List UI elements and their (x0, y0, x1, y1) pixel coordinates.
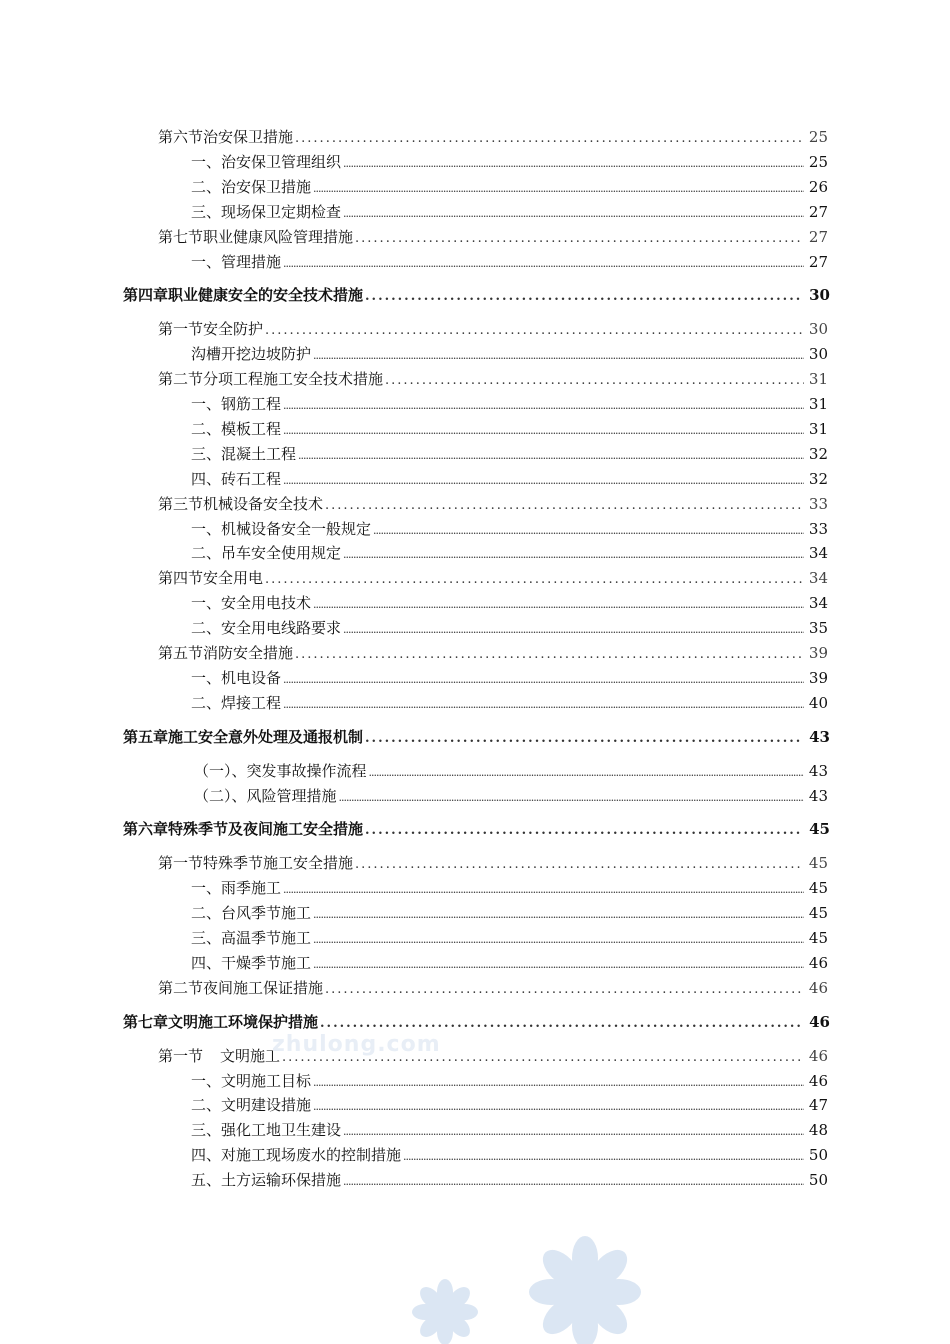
toc-page-number: 27 (808, 202, 828, 221)
toc-item-row[interactable] (191, 953, 828, 975)
toc-page-number: 32 (808, 469, 828, 488)
watermark-text: zhulong.com (272, 1032, 441, 1057)
toc-title: 安全用电 (203, 569, 264, 588)
toc-page-number: 45 (809, 820, 830, 839)
toc-number: 第六节 (158, 128, 204, 146)
toc-page-number: 46 (808, 978, 828, 997)
toc-title: 四、干燥季节施工 (191, 953, 312, 972)
toc-page-number: 47 (808, 1096, 828, 1115)
dot-leader (339, 788, 804, 808)
toc-title: 二、文明建设措施 (191, 1096, 312, 1115)
snowflake-logo-large (525, 1234, 645, 1344)
toc-title: 三、高温季节施工 (191, 929, 312, 947)
toc-chapter-row[interactable] (123, 1012, 830, 1034)
toc-page-number: 45 (808, 854, 828, 873)
toc-page-number: 45 (808, 879, 828, 898)
dot-leader (283, 396, 804, 416)
dot-leader (385, 371, 804, 391)
toc-title: 安全防护 (203, 320, 264, 339)
toc-page-number: 39 (808, 668, 828, 687)
toc-page-number: 25 (808, 152, 828, 171)
toc-page-number: 50 (808, 1146, 828, 1165)
toc-chapter-row[interactable] (123, 727, 830, 749)
toc-item-row[interactable] (191, 1095, 828, 1117)
toc-item-row[interactable] (191, 177, 828, 199)
dot-leader (343, 620, 804, 640)
toc-item-row[interactable] (191, 928, 828, 950)
toc-title: 二、吊车安全使用规定 (191, 544, 342, 563)
toc-page-number: 45 (808, 929, 828, 947)
toc-title: 一、钢筋工程 (191, 395, 282, 413)
toc-section-row[interactable] (158, 494, 828, 516)
toc-item-row[interactable] (191, 1071, 828, 1093)
dot-leader (295, 645, 804, 665)
toc-section-row[interactable] (158, 568, 828, 590)
toc-title: 四、对施工现场废水的控制措施 (191, 1146, 402, 1165)
toc-page-number: 46 (808, 1046, 828, 1065)
dot-leader (283, 695, 804, 715)
toc-item-row[interactable] (194, 786, 828, 808)
toc-title: （一）、突发事故操作流程 (194, 761, 367, 780)
toc-title: 一、雨季施工 (191, 879, 282, 898)
toc-section-row[interactable] (158, 1046, 828, 1068)
toc-chapter-row[interactable] (123, 285, 830, 307)
toc-number: 第三节 (158, 494, 204, 513)
toc-title: 特殊季节施工安全措施 (203, 854, 354, 873)
dot-leader (373, 521, 804, 541)
toc-page-number: 34 (808, 544, 828, 563)
toc-page-number: 40 (808, 693, 828, 712)
toc-item-row[interactable] (191, 618, 828, 640)
toc-page-number: 34 (808, 569, 828, 588)
toc-page-number: 27 (808, 252, 828, 271)
dot-leader (283, 421, 804, 441)
dot-leader (343, 1172, 804, 1192)
toc-chapter-row[interactable] (123, 819, 830, 841)
dot-leader (365, 729, 802, 749)
toc-item-row[interactable] (191, 543, 828, 565)
toc-title: 五、土方运输环保措施 (191, 1171, 342, 1190)
toc-item-row[interactable] (191, 668, 828, 690)
toc-page-number: 32 (808, 444, 828, 463)
toc-title: 一、机电设备 (191, 668, 282, 687)
dot-leader (355, 855, 804, 875)
toc-number: 第一节 (158, 854, 204, 873)
dot-leader (343, 545, 804, 565)
toc-item-row[interactable] (194, 761, 828, 783)
toc-number: 第七章 (123, 1012, 169, 1031)
toc-title: 机械设备安全技术 (203, 494, 324, 513)
dot-leader (325, 496, 804, 516)
toc-title: 分项工程施工安全技术措施 (203, 370, 384, 389)
toc-title: 一、治安保卫管理组织 (191, 152, 342, 171)
toc-page-number: 30 (808, 345, 828, 364)
toc-page-number: 46 (808, 953, 828, 972)
toc-title: 二、焊接工程 (191, 693, 282, 712)
toc-page-number: 46 (809, 1012, 830, 1031)
toc-title: 消防安全措施 (203, 644, 294, 662)
toc-title: 沟槽开挖边坡防护 (191, 345, 312, 364)
toc-title: 二、模板工程 (191, 419, 282, 438)
toc-item-row[interactable] (191, 344, 828, 366)
toc-page-number: 33 (808, 494, 828, 513)
toc-page-number: 45 (808, 904, 828, 923)
toc-page-number: 43 (809, 727, 830, 746)
dot-leader (295, 129, 804, 149)
toc-title: 一、机械设备安全一般规定 (191, 519, 372, 538)
toc-page-number: 43 (808, 786, 828, 805)
toc-section-row[interactable] (158, 369, 828, 391)
toc-title: 一、安全用电技术 (191, 594, 312, 613)
toc-page-number: 26 (808, 177, 828, 196)
toc-page-number: 39 (808, 644, 828, 662)
toc-title: 职业健康风险管理措施 (203, 227, 354, 246)
dot-leader (298, 446, 804, 466)
toc-number: 第五节 (158, 644, 204, 662)
dot-leader (355, 229, 804, 249)
dot-leader (313, 346, 804, 366)
dot-leader (313, 905, 804, 925)
dot-leader (283, 880, 804, 900)
toc-title: 二、安全用电线路要求 (191, 619, 342, 638)
toc-page-number: 31 (808, 395, 828, 413)
dot-leader (283, 670, 804, 690)
toc-section-row[interactable] (158, 853, 828, 875)
toc-page-number: 30 (808, 320, 828, 339)
snowflake-logo-small (410, 1278, 480, 1344)
toc-number: 第六章 (123, 820, 169, 839)
toc-item-row[interactable] (191, 693, 828, 715)
toc-title: 二、台风季节施工 (191, 904, 312, 923)
toc-page-number: 50 (808, 1171, 828, 1190)
toc-title: 施工安全意外处理及通报机制 (168, 727, 364, 746)
toc-page-number: 30 (809, 286, 830, 305)
toc-page-number: 31 (808, 370, 828, 389)
toc-title: 文明施工 (220, 1046, 281, 1065)
dot-leader (313, 595, 804, 615)
toc-title: 三、现场保卫定期检查 (191, 202, 342, 221)
toc-number: 第一节 (158, 320, 204, 339)
dot-leader (313, 1073, 804, 1093)
toc-section-row[interactable] (158, 978, 828, 1000)
toc-title: 文明施工环境保护措施 (168, 1012, 319, 1031)
toc-section-row[interactable] (158, 643, 828, 665)
toc-page-number: 48 (808, 1121, 828, 1140)
toc-title: 第四章职业健康安全的安全技术措施 (123, 286, 364, 305)
toc-section-row[interactable] (158, 227, 828, 249)
dot-leader (343, 204, 804, 224)
dot-leader (265, 570, 804, 590)
dot-leader (343, 154, 804, 174)
dot-leader (365, 821, 802, 841)
toc-page-number: 33 (808, 519, 828, 538)
toc-title: 三、混凝土工程 (191, 444, 297, 463)
toc-item-row[interactable] (191, 469, 828, 491)
toc-page-number: 43 (808, 761, 828, 780)
toc-item-row[interactable] (191, 419, 828, 441)
dot-leader (313, 1097, 804, 1117)
toc-item-row[interactable] (191, 1145, 828, 1167)
toc-number: 第五章 (123, 727, 169, 746)
toc-title: 二、治安保卫措施 (191, 177, 312, 196)
toc-page-number: 27 (808, 227, 828, 246)
dot-leader (265, 321, 804, 341)
toc-page-number: 46 (808, 1071, 828, 1090)
toc-section-row[interactable] (158, 127, 828, 149)
toc-page-number: 34 (808, 594, 828, 613)
dot-leader (313, 930, 804, 950)
dot-leader (313, 179, 804, 199)
toc-title: 四、砖石工程 (191, 469, 282, 488)
dot-leader (320, 1014, 802, 1034)
toc-item-row[interactable] (191, 519, 828, 541)
toc-number: 第二节 (158, 978, 204, 997)
toc-item-row[interactable] (191, 252, 828, 274)
toc-page-number: 25 (808, 128, 828, 146)
toc-page-number: 31 (808, 419, 828, 438)
toc-item-row[interactable] (191, 202, 828, 224)
toc-item-row[interactable] (191, 394, 828, 416)
toc-title: 特殊季节及夜间施工安全措施 (168, 820, 364, 839)
toc-number: 第七节 (158, 227, 204, 246)
toc-title: （二）、风险管理措施 (194, 786, 337, 805)
toc-title: 夜间施工保证措施 (203, 978, 324, 997)
toc-item-row[interactable] (191, 444, 828, 466)
dot-leader (283, 471, 804, 491)
dot-leader (343, 1122, 804, 1142)
toc-item-row[interactable] (191, 903, 828, 925)
dot-leader (369, 763, 804, 783)
toc-item-row[interactable] (191, 1120, 828, 1142)
toc-item-row[interactable] (191, 593, 828, 615)
toc-item-row[interactable] (191, 152, 828, 174)
toc-item-row[interactable] (191, 1170, 828, 1192)
toc-number: 第一节 (158, 1046, 204, 1065)
dot-leader (365, 287, 802, 307)
toc-title: 一、文明施工目标 (191, 1071, 312, 1090)
toc-title: 治安保卫措施 (203, 128, 294, 146)
toc-page-number: 35 (808, 619, 828, 638)
toc-number: 第四节 (158, 569, 204, 588)
dot-leader (283, 254, 804, 274)
dot-leader (313, 955, 804, 975)
toc-number: 第二节 (158, 370, 204, 389)
toc-item-row[interactable] (191, 878, 828, 900)
toc-title: 一、管理措施 (191, 252, 282, 271)
dot-leader (325, 980, 804, 1000)
toc-section-row[interactable] (158, 319, 828, 341)
toc-title: 三、强化工地卫生建设 (191, 1121, 342, 1140)
dot-leader (403, 1147, 804, 1167)
